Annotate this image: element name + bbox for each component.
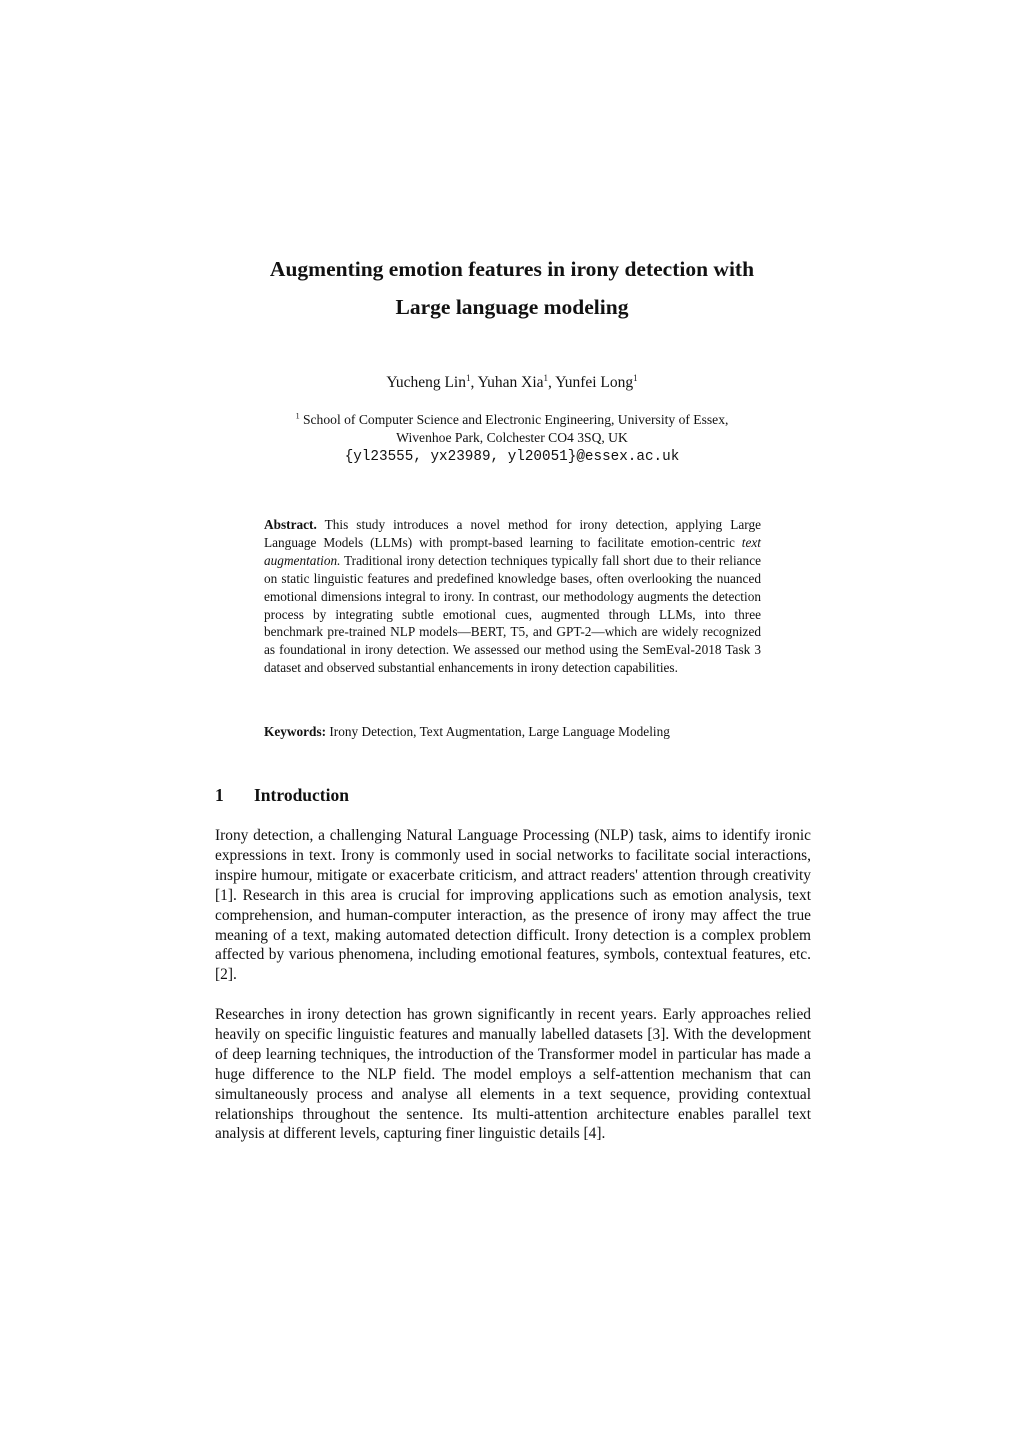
author-affil-mark: 1 (465, 372, 471, 383)
abstract-text-part-2: Traditional irony detection techniques typically fall short due to their reliance on static linguistic features and predefined knowledge bases, often overlooking the nuanced emotional dimensions integral to irony. In contrast, our methodology augments the detection process by integrating subtle emotional cues, augmented through LLMs, into three benchmark pre-trained NLP models—BERT, T5, and GPT-2—which are widely recognized as foundational in irony detection. We assessed our method using the SemEval-2018 Task 3 dataset and observed substantial enhancements in irony detection capabilities. (264, 552, 761, 676)
author-separator: , (548, 374, 556, 391)
author-list (150, 372, 874, 394)
body-paragraph-1 (215, 826, 811, 985)
abstract-text-part-1: This study introduces a novel method for irony detection, applying Large Language Models (LLMs) with prompt-based learning to facilitate emotion-centric (264, 517, 761, 550)
section-number: 1 (215, 785, 224, 805)
abstract-paragraph (264, 516, 761, 677)
author-separator: , (470, 374, 478, 391)
abstract (264, 516, 761, 677)
affiliation-institution: School of Computer Science and Electronic Engineering, University of Essex, (299, 412, 729, 427)
author-name: Yunfei Long (555, 374, 634, 391)
abstract-italic-term: text augmentation. (264, 534, 761, 568)
body-paragraph-2 (215, 1005, 811, 1144)
author-emails: {yl23555, yx23989, yl20051}@essex.ac.uk (344, 449, 680, 465)
author-name: Yuhan Xia (477, 374, 544, 391)
abstract-label: Abstract. (264, 517, 317, 532)
paper-title (150, 250, 874, 326)
keywords-text: Irony Detection, Text Augmentation, Large Language Modeling (326, 724, 670, 739)
affiliation-line-2: Wivenhoe Park, Colchester CO4 3SQ, UK (396, 430, 628, 445)
affiliation-mark: 1 (295, 411, 300, 421)
title-line-2: Large language modeling (395, 295, 629, 319)
affiliation-line-1 (150, 411, 874, 429)
affiliation (150, 411, 874, 467)
author-name: Yucheng Lin (386, 374, 466, 391)
author-affil-mark: 1 (543, 372, 549, 383)
section-title: Introduction (254, 785, 349, 805)
paragraph-text: Irony detection, a challenging Natural Language Processing (NLP) task, aims to identify ironic expressions in text. Irony is commonly used in social networks to facilitate social interactions, inspire humour, mitigate or exacerbate criticism, and attract readers' attention through creativity [1]. Research in this area is crucial for improving applications such as emotion analysis, text comprehension, and human-computer interaction, as the presence of irony may affect the true meaning of a text, making automated detection difficult. Irony detection is a complex problem affected by various phenomena, including emotional features, symbols, contextual features, etc. [2]. (215, 827, 811, 984)
title-line-1: Augmenting emotion features in irony detection with (269, 257, 755, 281)
section-heading (215, 783, 349, 807)
keywords-label: Keywords: (264, 724, 327, 739)
paragraph-text: Researches in irony detection has grown significantly in recent years. Early approaches relied heavily on specific linguistic features and manually labelled datasets [3]. With the development of deep learning techniques, the introduction of the Transformer model in particular has made a huge difference to the NLP field. The model employs a self-attention mechanism that can simultaneously process and analyse all elements in a text sequence, providing contextual relationships throughout the sentence. Its multi-attention architecture enables parallel text analysis at different levels, capturing finer linguistic details [4]. (215, 1006, 811, 1143)
author-affil-mark: 1 (633, 372, 638, 383)
keywords (264, 723, 761, 741)
